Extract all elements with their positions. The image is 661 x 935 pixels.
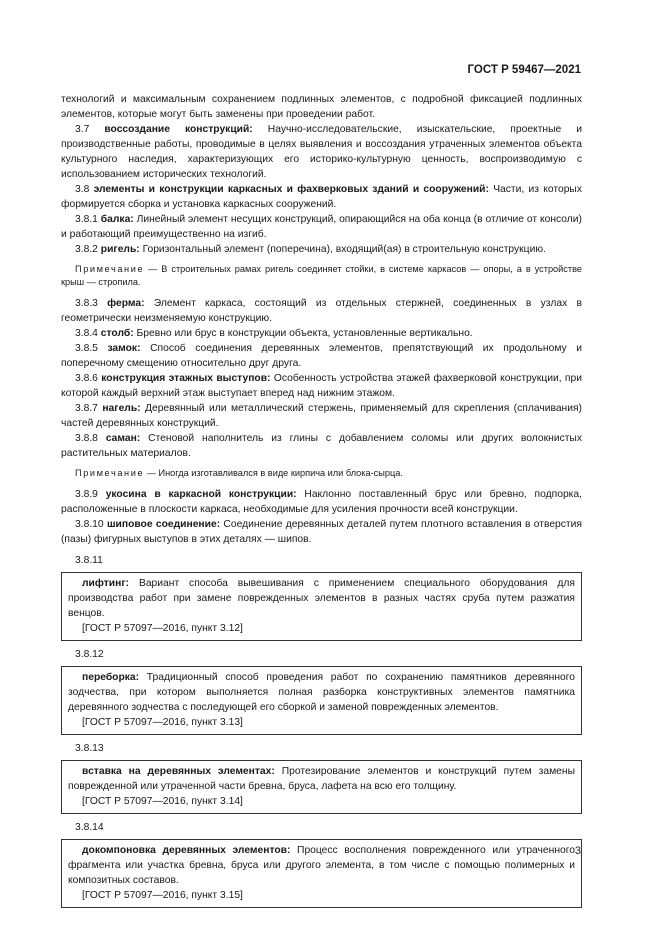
intro-paragraph: технологий и максимальным сохранением подлинных элементов, с подробной фиксацией подлинных элементов, которые могут быть заменены при проведении работ. — [61, 94, 582, 120]
term-entry: 3.8 элементы и конструкции каркасных и фахверковых зданий и сооружений: Части, из которых формируется сборка и установка каркасных сооружений. — [61, 184, 582, 210]
entry-number: 3.8.12 — [75, 649, 104, 660]
term-entry: 3.8.8 саман: Стеновой наполнитель из глины с добавлением соломы или других волокнистых растительных материалов. — [61, 433, 582, 459]
term-entry: 3.8.2 ригель: Горизонтальный элемент (поперечина), входящий(ая) в строительную конструкцию. — [75, 244, 546, 255]
term-entry: 3.8.5 замок: Способ соединения деревянных элементов, препятствующий их продольному и поперечному смещению относительно друг друга. — [61, 343, 582, 369]
term-entry: 3.8.6 конструкция этажных выступов: Особенность устройства этажей фахверковой конструкции, при которой каждый верхний этаж выступает вперед над нижним этажом. — [61, 373, 582, 399]
definition-text: лифтинг: Вариант способа вывешивания с применением специального оборудования для производства работ при замене поврежденных элементов в разных частях сруба путем разжатия венцов. — [68, 578, 575, 619]
term-entry: 3.8.1 балка: Линейный элемент несущих конструкций, опирающийся на оба конца (в отличие от консоли) и работающий преимущественно на изгиб. — [61, 214, 582, 240]
entry-number: 3.8.14 — [75, 822, 104, 833]
document-header: ГОСТ Р 59467—2021 — [467, 64, 581, 76]
definition-text: докомпоновка деревянных элементов: Процесс восполнения поврежденного или утраченного фрагмента или участка бревна, бруса или другого элемента, в том числе с помощью полимерных и композитных составов. — [68, 845, 575, 886]
reference: [ГОСТ Р 57097—2016, пункт 3.13] — [82, 717, 243, 728]
term-entry: 3.8.9 укосина в каркасной конструкции: Наклонно поставленный брус или бревно, подпорка, расположенные в плоскости каркаса, необходимые для усиления прочности всей конструкции. — [61, 489, 582, 515]
definition-text: вставка на деревянных элементах: Протезирование элементов и конструкций путем замены поврежденной или утраченной части бревна, бруса, лафета на всю его толщину. — [68, 766, 575, 792]
entry-number: 3.8.11 — [75, 555, 103, 566]
page-number: 3 — [574, 845, 581, 857]
boxed-definition — [61, 839, 582, 908]
entry-number: 3.8.13 — [75, 743, 104, 754]
term-entry: 3.8.10 шиповое соединение: Соединение деревянных деталей путем плотного вставления в отверстия (пазы) фигурных выступов в этих деталях — шипов. — [61, 519, 582, 545]
document-body — [61, 92, 582, 912]
term-entry: 3.7 воссоздание конструкций: Научно-исследовательские, изыскательские, проектные и производственные работы, проводимые в целях выявления и воссоздания утраченных элементов объекта культурного наследия, характеризующих его историко-культурную ценность, воспроизводимую с использованием исторических технологий. — [61, 124, 582, 180]
note: Примечание — В строительных рамах ригель соединяет стойки, в системе каркасов — опоры, а в устройстве крыш — стропила. — [61, 264, 582, 287]
reference: [ГОСТ Р 57097—2016, пункт 3.12] — [82, 623, 243, 634]
reference: [ГОСТ Р 57097—2016, пункт 3.14] — [82, 796, 243, 807]
boxed-definition — [61, 760, 582, 814]
boxed-definition — [61, 572, 582, 641]
definition-text: переборка: Традиционный способ проведения работ по сохранению памятников деревянного зодчества, при котором выполняется полная разборка конструктивных элементов памятника деревянного зодчества с последующей его сборкой и заменой поврежденных элементов. — [68, 672, 575, 713]
note: Примечание — Иногда изготавливался в виде кирпича или блока-сырца. — [75, 468, 403, 478]
boxed-definition — [61, 666, 582, 735]
term-entry: 3.8.3 ферма: Элемент каркаса, состоящий из отдельных стержней, соединенных в узлах в геометрически неизменяемую конструкцию. — [61, 298, 582, 324]
reference: [ГОСТ Р 57097—2016, пункт 3.15] — [82, 890, 243, 901]
term-entry: 3.8.4 столб: Бревно или брус в конструкции объекта, установленные вертикально. — [75, 328, 473, 339]
term-entry: 3.8.7 нагель: Деревянный или металлический стержень, применяемый для скрепления (сплачивания) частей деревянных конструкций. — [61, 403, 582, 429]
